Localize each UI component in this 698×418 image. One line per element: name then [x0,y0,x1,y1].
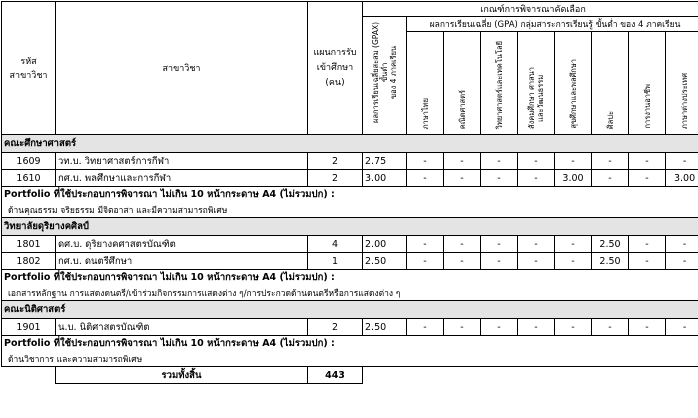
gpa-value: - [518,153,555,170]
gpa-value: - [555,253,592,270]
gpa-value: - [481,236,518,253]
faculty-name: คณะนิติศาสตร์ [2,301,698,319]
header-subject: ศิลปะ [592,32,629,135]
table-row [2,236,698,253]
gpa-value: - [444,319,481,336]
gpax-value: 2.50 [363,319,407,336]
gpa-value: 3.00 [666,170,698,187]
faculty-row [2,135,698,153]
gpa-value: - [592,153,629,170]
gpa-value: - [592,170,629,187]
major-code: 1802 [2,253,56,270]
gpa-value: - [555,153,592,170]
table-row [2,170,698,187]
gpa-value: - [481,153,518,170]
gpa-value: 2.50 [592,236,629,253]
gpa-value: - [407,253,444,270]
header-subject: การงานอาชีพ [629,32,666,135]
gpax-value: 2.50 [363,253,407,270]
gpax-value: 3.00 [363,170,407,187]
gpa-value: - [629,170,666,187]
header-subject: สุขศึกษาและพลศึกษา [555,32,592,135]
total-value: 443 [308,367,363,384]
header-plan: แผนการรับ เข้าศึกษา (คน) [308,2,363,135]
major-name: กศ.บ. พลศึกษาและการกีฬา [56,170,308,187]
portfolio-note-body: ด้านวิชาการ และความสามารถพิเศษ [2,351,698,367]
gpa-value: - [666,253,698,270]
total-blank [2,367,56,384]
gpa-value: - [555,236,592,253]
gpa-value: - [407,170,444,187]
gpa-value: - [629,253,666,270]
gpa-value: 3.00 [555,170,592,187]
major-name: กศ.บ. ดนตรีศึกษา [56,253,308,270]
portfolio-note-title: Portfolio ที่ใช้ประกอบการพิจารณา ไม่เกิน 10 หน้ากระดาษ A4 (ไม่รวมปก) : [2,270,698,286]
gpa-value: - [518,170,555,187]
gpax-value: 2.00 [363,236,407,253]
gpa-value: 2.50 [592,253,629,270]
faculty-row [2,218,698,236]
table-row [2,153,698,170]
plan-count: 2 [308,319,363,336]
header-major: สาขาวิชา [56,2,308,135]
header-gpa-group: ผลการเรียนเฉลี่ย (GPA) กลุ่มสาระการเรียนรู้ ขั้นต่ำ ของ 4 ภาคเรียน [407,17,698,32]
header-subject: คณิตศาสตร์ [444,32,481,135]
plan-count: 4 [308,236,363,253]
plan-count: 2 [308,170,363,187]
gpa-value: - [666,153,698,170]
faculty-row [2,301,698,319]
table-row [2,253,698,270]
plan-count: 2 [308,153,363,170]
total-label: รวมทั้งสิ้น [56,367,308,384]
gpa-value: - [481,253,518,270]
header-subject: ภาษาไทย [407,32,444,135]
portfolio-note-title: Portfolio ที่ใช้ประกอบการพิจารณา ไม่เกิน 10 หน้ากระดาษ A4 (ไม่รวมปก) : [2,336,698,352]
gpa-value: - [481,319,518,336]
gpa-value: - [444,153,481,170]
faculty-name: วิทยาลัยดุริยางคศิลป์ [2,218,698,236]
major-name: น.บ. นิติศาสตรบัณฑิต [56,319,308,336]
header-subject: ภาษาต่างประเทศ [666,32,698,135]
gpa-value: - [407,153,444,170]
gpa-value: - [407,236,444,253]
gpa-value: - [555,319,592,336]
gpa-value: - [518,319,555,336]
major-code: 1801 [2,236,56,253]
header-gpax: ผลการเรียนเฉลี่ยสะสม (GPAX) ขั้นต่ำ ของ 4 ภาคเรียน [363,17,407,135]
gpa-value: - [407,319,444,336]
total-row [2,367,698,384]
major-code: 1901 [2,319,56,336]
header-subject: สังคมศึกษา ศาสนา และวัฒนธรรม [518,32,555,135]
gpa-value: - [629,319,666,336]
gpa-value: - [666,319,698,336]
gpa-value: - [444,236,481,253]
major-name: วท.บ. วิทยาศาสตร์การกีฬา [56,153,308,170]
header-code: รหัส สาขาวิชา [2,2,56,135]
gpa-value: - [444,170,481,187]
gpax-value: 2.75 [363,153,407,170]
gpa-value: - [481,170,518,187]
portfolio-note-title: Portfolio ที่ใช้ประกอบการพิจารณา ไม่เกิน 10 หน้ากระดาษ A4 (ไม่รวมปก) : [2,187,698,203]
major-code: 1610 [2,170,56,187]
gpa-value: - [666,236,698,253]
major-code: 1609 [2,153,56,170]
faculty-name: คณะศึกษาศาสตร์ [2,135,698,153]
admission-criteria-table [1,1,698,384]
header-criteria: เกณฑ์การพิจารณาคัดเลือก [363,2,698,17]
gpa-value: - [518,236,555,253]
major-name: ดศ.บ. ดุริยางคศาสตรบัณฑิต [56,236,308,253]
gpa-value: - [629,236,666,253]
total-blank-right [363,367,698,384]
gpa-value: - [592,319,629,336]
portfolio-note-body: ด้านคุณธรรม จริยธรรม มีจิตอาสา และมีความสามารถพิเศษ [2,202,698,218]
header-subject: วิทยาศาสตร์และเทคโนโลยี [481,32,518,135]
table-row [2,319,698,336]
gpa-value: - [518,253,555,270]
gpa-value: - [444,253,481,270]
portfolio-note-body: เอกสารหลักฐาน การแสดงดนตรี/เข้าร่วมกิจกรรมการแสดงต่าง ๆ/การประกวดด้านดนตรีหรือการแสดงต่าง ๆ [2,285,698,301]
plan-count: 1 [308,253,363,270]
gpa-value: - [629,153,666,170]
